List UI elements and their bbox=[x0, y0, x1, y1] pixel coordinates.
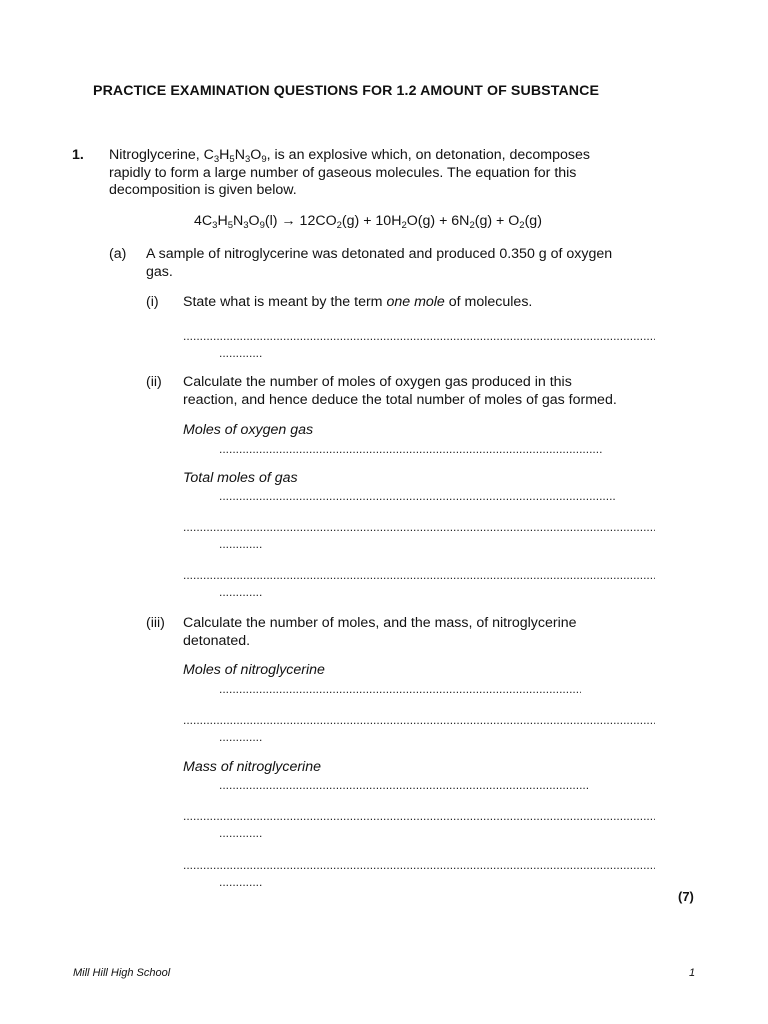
answer-line[interactable] bbox=[183, 329, 655, 343]
answer-line[interactable] bbox=[219, 442, 602, 456]
question-number: 1. bbox=[72, 147, 84, 163]
answer-line[interactable] bbox=[183, 568, 655, 582]
part-a-label: (a) bbox=[109, 246, 127, 262]
answer-line[interactable] bbox=[183, 809, 655, 823]
moles-nitroglycerine-label: Moles of nitroglycerine bbox=[183, 662, 325, 678]
total-moles-label: Total moles of gas bbox=[183, 470, 298, 486]
answer-line-end bbox=[219, 826, 262, 840]
part-a-text: A sample of nitroglycerine was detonated and produced 0.350 g of oxygen gas. bbox=[146, 246, 613, 280]
answer-line-end bbox=[219, 585, 262, 599]
answer-line[interactable] bbox=[219, 682, 581, 696]
part-i-label: (i) bbox=[146, 294, 159, 310]
answer-line-end bbox=[219, 346, 262, 360]
page-title: PRACTICE EXAMINATION QUESTIONS FOR 1.2 AMOUNT OF SUBSTANCE bbox=[93, 83, 600, 99]
answer-line-end bbox=[219, 875, 262, 889]
answer-line[interactable] bbox=[183, 713, 655, 727]
intro-line-3: decomposition is given below. bbox=[109, 182, 297, 198]
part-ii-text: Calculate the number of moles of oxygen gas produced in this reaction, and hence deduce the total number of moles of gas formed. bbox=[183, 374, 617, 408]
part-i-text: State what is meant by the term one mole of molecules. bbox=[183, 294, 533, 310]
part-iii-label: (iii) bbox=[146, 615, 165, 631]
intro-line-2: rapidly to form a large number of gaseous molecules. The equation for this bbox=[109, 164, 577, 181]
answer-line[interactable] bbox=[183, 520, 655, 534]
answer-line-end bbox=[219, 730, 262, 744]
answer-line[interactable] bbox=[183, 858, 655, 872]
part-iii-text: Calculate the number of moles, and the mass, of nitroglycerine detonated. bbox=[183, 615, 577, 649]
mass-nitroglycerine-label: Mass of nitroglycerine bbox=[183, 759, 321, 775]
marks: (7) bbox=[678, 889, 694, 904]
page-number: 1 bbox=[689, 967, 696, 979]
intro-line-1: Nitroglycerine, $C_3H_5N_3O_9$, is an explosive which, on detonation, decomposes bbox=[109, 147, 590, 165]
part-ii-label: (ii) bbox=[146, 374, 162, 390]
footer-school: Mill Hill High School bbox=[73, 967, 171, 979]
question-intro bbox=[109, 147, 590, 200]
moles-oxygen-label: Moles of oxygen gas bbox=[183, 422, 314, 438]
chemical-equation: $4C_3H_5N_3O_9(l) \to 12CO_2(g) + 10H_2O(g) + 6N_2(g) + O_2(g)$ bbox=[194, 213, 542, 231]
answer-line[interactable] bbox=[219, 489, 615, 503]
answer-line-end bbox=[219, 537, 262, 551]
answer-line[interactable] bbox=[219, 778, 589, 792]
